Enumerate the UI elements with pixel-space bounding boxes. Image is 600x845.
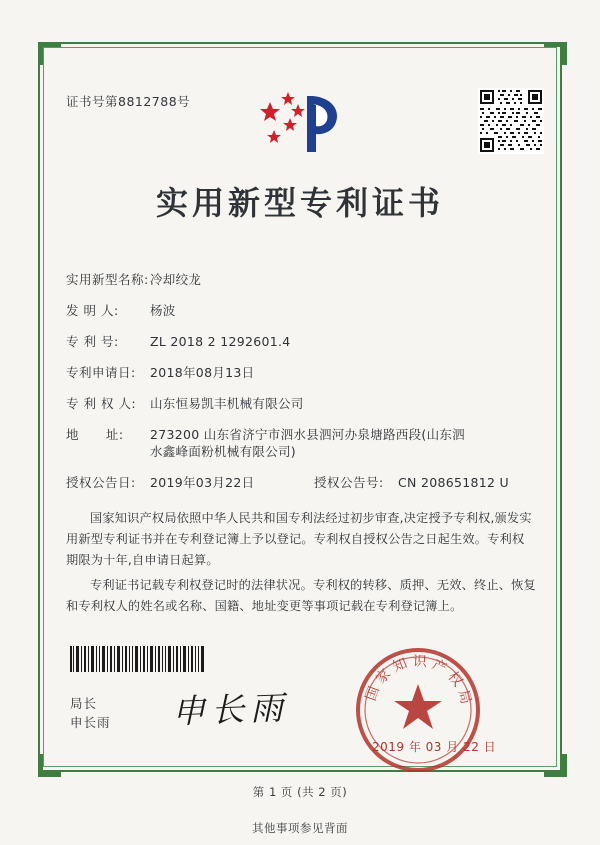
footnote: 其他事项参见背面 (252, 821, 348, 835)
field-value: 冷却绞龙 (150, 272, 202, 287)
field-value: ZL 2018 2 1292601.4 (150, 334, 291, 349)
field-label: 地 址: (66, 427, 124, 442)
field-row-utility-model-name (66, 272, 534, 303)
corner-ornament-top-left (38, 42, 61, 65)
qr-code (478, 88, 544, 154)
field-value: 273200 山东省济宁市泗水县泗河办泉塘路西段(山东泗 (150, 427, 465, 442)
field-row-grant-announcement (66, 475, 534, 506)
director-title-label: 局长 (70, 696, 98, 711)
field-row-patentee (66, 396, 534, 427)
barcode (70, 646, 206, 672)
field-value: 2019年03月22日 (150, 475, 255, 490)
field-label: 实用新型名称: (66, 272, 149, 287)
field-label: 专 利 号: (66, 334, 119, 349)
field-value: 2018年08月13日 (150, 365, 255, 380)
field-label: 授权公告日: (66, 475, 136, 490)
field-row-address (66, 427, 534, 475)
corner-ornament-bottom-right (544, 754, 567, 777)
field-label: 发 明 人: (66, 303, 119, 318)
seal-date: 2019 年 03 月 22 日 (372, 740, 497, 754)
field-label-secondary: 授权公告号: (314, 475, 384, 490)
director-handwritten-signature: 申长雨 (171, 687, 290, 732)
official-red-seal (352, 644, 484, 776)
field-row-patent-number (66, 334, 534, 365)
corner-ornament-bottom-left (38, 754, 61, 777)
svg-text:国 家 知 识 产 权 局: 国 家 知 识 产 权 局 (362, 653, 474, 706)
corner-ornament-top-right (544, 42, 567, 65)
field-value: 杨波 (150, 303, 176, 318)
legal-paragraph-1: 国家知识产权局依照中华人民共和国专利法经过初步审查,决定授予专利权,颁发实用新型专利证书并在专利登记簿上予以登记。专利权自授权公告之日起生效。专利权期限为十年,自申请日起算。 (66, 511, 532, 567)
legal-text-block (66, 508, 536, 621)
cnipa-logo-icon (258, 88, 344, 158)
director-title-block (70, 694, 111, 732)
field-label: 专 利 权 人: (66, 396, 137, 411)
field-value: 山东恒易凯丰机械有限公司 (150, 396, 304, 411)
page-number: 第 1 页 (共 2 页) (252, 785, 348, 799)
field-row-inventor (66, 303, 534, 334)
director-name-label: 申长雨 (70, 715, 111, 730)
page-title: 实用新型专利证书 (155, 184, 444, 222)
legal-paragraph-2: 专利证书记载专利权登记时的法律状况。专利权的转移、质押、无效、终止、恢复和专利权人的姓名或名称、国籍、地址变更等事项记载在专利登记簿上。 (66, 578, 536, 613)
field-label: 专利申请日: (66, 365, 136, 380)
certificate-fields (66, 272, 534, 506)
field-value-secondary: CN 208651812 U (398, 475, 509, 490)
field-value-continued: 水鑫峰面粉机械有限公司) (150, 444, 296, 459)
certificate-number: 证书号第8812788号 (66, 94, 191, 109)
field-row-application-date (66, 365, 534, 396)
